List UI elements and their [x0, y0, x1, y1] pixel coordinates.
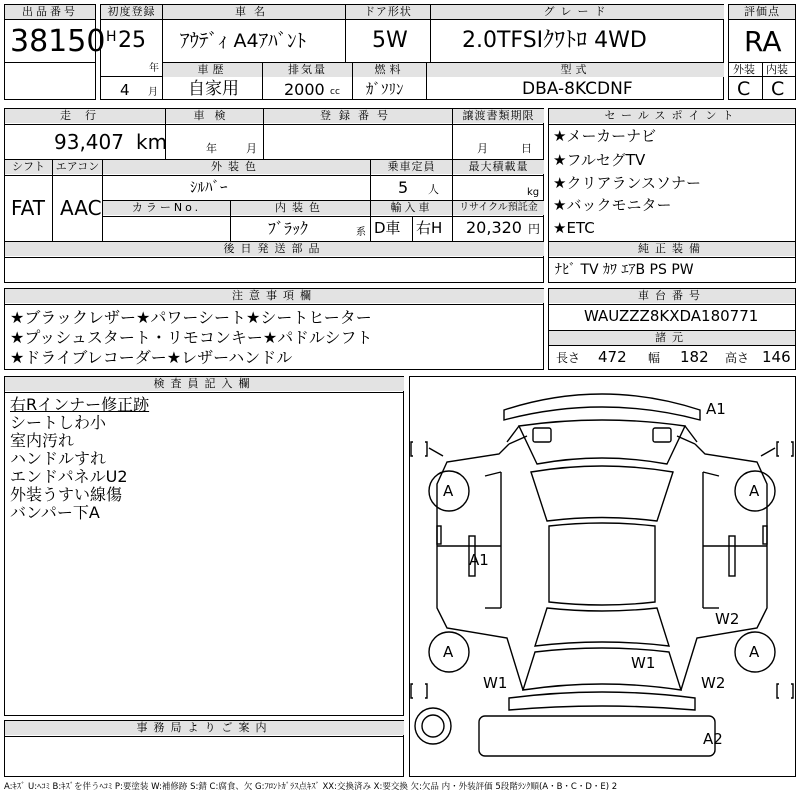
lot-number: 38150 — [10, 24, 106, 59]
model-value: DBA-8KCDNF — [522, 79, 633, 99]
notes-line: ★ドライブレコーダー★レザーハンドル — [10, 348, 293, 367]
ac-value: AAC — [60, 196, 102, 220]
later-parts-label: 後日発送部品 — [5, 242, 544, 256]
genuine-value: ﾅﾋﾞ TV ｶﾜ ｴｱB PS PW — [555, 262, 694, 278]
ac-label: エアコン — [53, 160, 102, 174]
chassis-number: WAUZZZ8KXDA180771 — [584, 307, 759, 325]
inspector-line: 外装うすい線傷 — [10, 485, 123, 504]
grade-value: 2.0TFSIｸﾜﾄﾛ 4WD — [462, 28, 647, 53]
office-label: 事務局よりご案内 — [5, 721, 404, 735]
transfer-docs-label: 譲渡書類期限 — [453, 109, 544, 123]
damage-mark: W2 — [715, 610, 740, 628]
max-load-unit: kg — [527, 187, 540, 198]
ext-color-value: ｼﾙﾊﾞｰ — [190, 178, 228, 196]
mileage-value: 93,407 — [54, 130, 124, 154]
recycle-unit: 円 — [528, 222, 541, 236]
notes-label: 注意事項欄 — [5, 289, 544, 303]
inspector-line: 室内汚れ — [10, 431, 75, 450]
transfer-day-unit: 日 — [521, 142, 532, 155]
length-value: 472 — [598, 348, 627, 366]
reg-number-label: 登録番号 — [264, 109, 452, 123]
steering-value: 右H — [416, 219, 443, 237]
recycle-amount: 20,320 — [466, 218, 522, 237]
inspector-line: シートしわ小 — [10, 413, 107, 432]
legend: A:ｷｽﾞ U:ﾍｺﾐ B:ｷｽﾞを伴うﾍｺﾐ P:要塗装 W:補修跡 S:錆 C:腐食、欠 G:ﾌﾛﾝﾄｶﾞﾗｽ点ｷｽﾞ XX:交換済み X:要交換 欠:欠品 内・外装評価 5段階ﾗﾝｸ順(A・B・C・D・E) 2 — [4, 782, 618, 792]
width-value: 182 — [680, 348, 709, 366]
length-label: 長さ — [556, 351, 581, 365]
rating-label: 評価点 — [729, 5, 795, 19]
inspector-line: ハンドルすれ — [10, 449, 107, 468]
name-label: 車名 — [163, 5, 345, 19]
first-reg-label: 初度登録 — [101, 5, 162, 19]
reg-era: H — [106, 29, 117, 45]
sales-item: ★メーカーナビ — [553, 127, 657, 145]
damage-mark: A — [443, 482, 454, 500]
inspector-label: 検査員記入欄 — [5, 377, 404, 391]
damage-mark: A — [749, 482, 760, 500]
reg-year: 25 — [118, 28, 146, 53]
ext-color-label: 外装色 — [103, 160, 370, 174]
recycle-label: リサイクル預託金 — [453, 201, 544, 215]
inspection-month-unit: 月 — [246, 142, 257, 155]
genuine-label: 純正装備 — [549, 242, 795, 256]
notes-line: ★プッシュスタート・リモコンキー★パドルシフト — [10, 328, 373, 347]
sales-item: ★クリアランスソナー — [553, 174, 701, 192]
shift-value: FAT — [11, 196, 46, 220]
grade-label: グレード — [431, 5, 724, 19]
fuel-value: ｶﾞｿﾘﾝ — [366, 80, 404, 98]
fuel-label: 燃料 — [353, 63, 426, 77]
car-diagram — [409, 376, 796, 777]
inspection-label: 車検 — [166, 109, 263, 123]
inspector-line: エンドパネルU2 — [10, 467, 128, 486]
door-type: 5W — [372, 28, 408, 53]
height-label: 高さ — [725, 351, 750, 365]
inspection-year-unit: 年 — [206, 142, 217, 155]
chassis-label: 車台番号 — [549, 289, 795, 303]
rating-value: RA — [744, 25, 782, 58]
damage-mark: A1 — [469, 551, 489, 569]
displacement-label: 排気量 — [263, 63, 352, 77]
history-label: 車歴 — [163, 63, 262, 77]
interior-label: 内装 — [766, 63, 788, 76]
mileage-unit: km — [136, 130, 168, 154]
exterior-grade: C — [737, 78, 751, 100]
capacity-label: 乗車定員 — [371, 160, 452, 174]
sales-label: セールスポイント — [549, 109, 795, 123]
damage-mark: W2 — [701, 674, 726, 692]
inspector-line: バンパー下A — [10, 503, 100, 522]
import-type: D車 — [374, 219, 401, 237]
damage-mark: A — [443, 643, 454, 661]
displacement-unit: cc — [330, 87, 340, 97]
max-load-label: 最大積載量 — [453, 160, 544, 174]
door-label: ドア形状 — [346, 5, 430, 19]
int-color-unit: 系 — [356, 227, 366, 238]
inspector-line: 右Rインナー修正跡 — [10, 395, 150, 414]
history-value: 自家用 — [188, 79, 239, 99]
damage-mark: W1 — [483, 674, 508, 692]
shift-label: シフト — [5, 160, 52, 174]
damage-mark: A2 — [703, 730, 723, 748]
model-label: 型式 — [427, 63, 724, 77]
mileage-label: 走行 — [5, 109, 165, 123]
capacity-value: 5 — [398, 178, 409, 197]
sales-item: ★バックモニター — [553, 196, 672, 214]
displacement-value: 2000 — [284, 80, 325, 99]
color-no-label: カラーNo. — [103, 201, 230, 215]
transfer-month-unit: 月 — [477, 142, 488, 155]
sales-item: ★ETC — [553, 219, 595, 237]
interior-grade: C — [771, 78, 785, 100]
lot-label: 出品番号 — [5, 5, 95, 19]
int-color-label: 内装色 — [231, 201, 370, 215]
height-value: 146 — [762, 348, 791, 366]
car-name: ｱｳﾃﾞｨ A4ｱﾊﾞﾝﾄ — [180, 30, 307, 52]
exterior-label: 外装 — [733, 63, 755, 76]
reg-month-unit: 月 — [148, 87, 158, 98]
reg-year-unit: 年 — [149, 63, 159, 74]
notes-line: ★ブラックレザー★パワーシート★シートヒーター — [10, 308, 372, 327]
capacity-unit: 人 — [428, 183, 439, 196]
width-label: 幅 — [648, 351, 661, 365]
damage-mark: A — [749, 643, 760, 661]
import-label: 輸入車 — [371, 201, 452, 215]
dims-label: 諸元 — [549, 331, 795, 345]
damage-mark: A1 — [706, 400, 726, 418]
damage-mark: W1 — [631, 654, 656, 672]
sales-item: ★フルセグTV — [553, 151, 646, 169]
int-color-value: ﾌﾞﾗｯｸ — [268, 219, 309, 238]
reg-month: 4 — [120, 81, 130, 99]
